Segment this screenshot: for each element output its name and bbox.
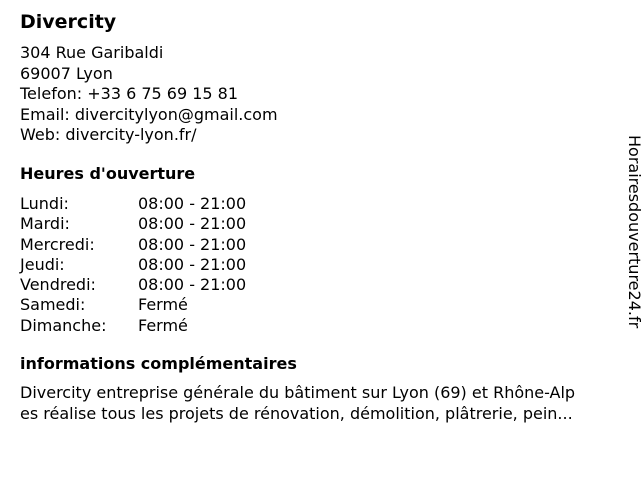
hours-row-monday — [20, 194, 246, 214]
description-line: Divercity entreprise générale du bâtiment sur Lyon (69) et Rhône-Alp — [20, 383, 576, 402]
description-line: es réalise tous les projets de rénovation, démolition, plâtrerie, pein... — [20, 403, 573, 423]
hours-row-sunday — [20, 316, 246, 336]
hours-value: 08:00 - 21:00 — [138, 234, 247, 254]
hours-value: Fermé — [138, 315, 188, 335]
address-city: 69007 Lyon — [20, 63, 113, 83]
hours-row-tuesday — [20, 214, 246, 234]
day-label: Jeudi: — [20, 254, 65, 274]
address-street: 304 Rue Garibaldi — [20, 43, 164, 62]
opening-hours-heading: Heures d'ouverture — [20, 164, 196, 183]
phone-number: Telefon: +33 6 75 69 15 81 — [20, 84, 239, 103]
day-label: Samedi: — [20, 295, 86, 315]
hours-row-friday — [20, 275, 246, 295]
day-label: Lundi: — [20, 194, 69, 213]
hours-value: 08:00 - 21:00 — [138, 194, 247, 213]
additional-info-heading: informations complémentaires — [20, 354, 297, 373]
site-watermark: Horairesdouverture24.fr — [625, 135, 644, 329]
website: Web: divercity-lyon.fr/ — [20, 125, 197, 144]
business-name: Divercity — [20, 11, 117, 33]
hours-value: 08:00 - 21:00 — [138, 214, 247, 234]
day-label: Mercredi: — [20, 234, 95, 254]
hours-row-thursday — [20, 255, 246, 275]
hours-value: 08:00 - 21:00 — [138, 275, 247, 295]
day-label: Dimanche: — [20, 315, 107, 335]
hours-row-saturday — [20, 295, 246, 315]
hours-value: 08:00 - 21:00 — [138, 254, 247, 274]
opening-hours-table — [20, 194, 246, 336]
hours-row-wednesday — [20, 235, 246, 255]
contact-block — [20, 43, 278, 146]
hours-value: Fermé — [138, 295, 188, 315]
day-label: Mardi: — [20, 214, 70, 234]
business-description — [20, 383, 632, 424]
email-address: Email: divercitylyon@gmail.com — [20, 104, 278, 124]
day-label: Vendredi: — [20, 275, 96, 295]
